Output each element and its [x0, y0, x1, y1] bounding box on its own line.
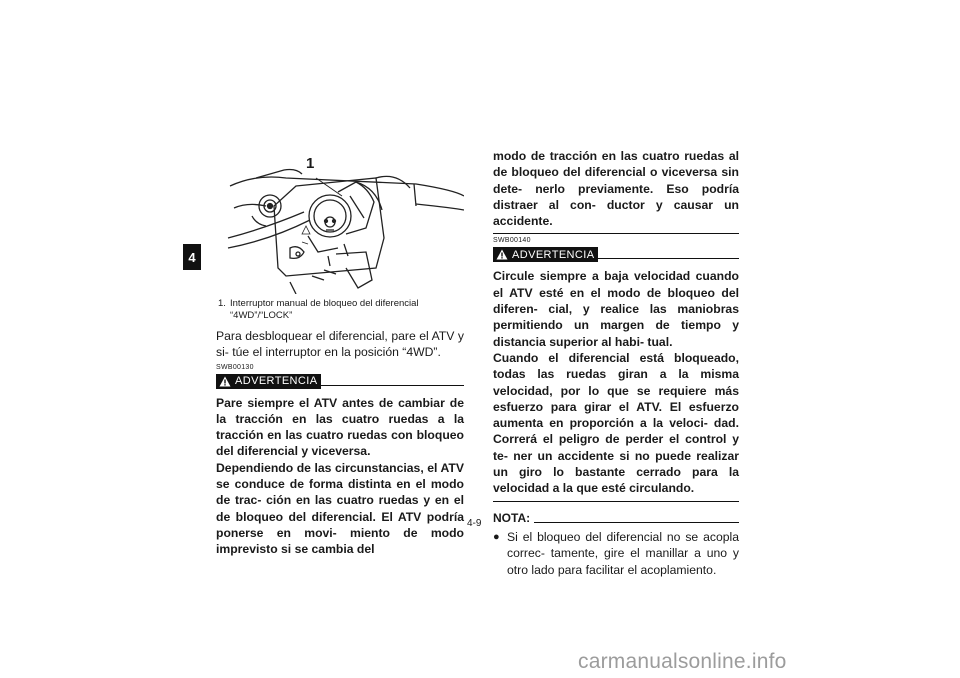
warning-triangle-icon [496, 249, 508, 260]
warning-badge [493, 247, 598, 262]
left-column [216, 328, 464, 558]
warning-paragraph: Dependiendo de las circunstancias, el ATV se conduce de forma distinta en el modo de trac- ción en las cuatro ruedas y en el de bloqueo del diferencial. El ATV podría ponerse en movi- miento de modo imprevisto si se cambia del [216, 460, 464, 557]
right-column [493, 148, 739, 578]
warning-rule [321, 377, 464, 386]
warning-paragraph: Pare siempre el ATV antes de cambiar de la tracción en las cuatro ruedas a la tracción en las cuatro ruedas con bloqueo del diferencial y viceversa. [216, 395, 464, 459]
bullet-icon: ● [493, 530, 500, 543]
warning-paragraph: Cuando el diferencial está bloqueado, todas las ruedas giran a la misma velocidad, por lo que se requiere más esfuerzo para girar el ATV. El esfuerzo aumenta en proporción a la veloci- dad. Correrá el peligro de perder el control y te- ner un accidente si no puede realizar un giro lo bastante cerrado para la velocidad a la que esté circulando. [493, 350, 739, 496]
warning-header [493, 246, 739, 263]
warning-rule [598, 250, 739, 259]
figure-callout-number: 1 [306, 155, 315, 172]
warning-header [216, 373, 464, 390]
watermark: carmanualsonline.info [578, 650, 787, 673]
warning-triangle-icon [219, 376, 231, 387]
warning-badge [216, 374, 321, 389]
warning-paragraph: Circule siempre a baja velocidad cuando el ATV esté en el modo de bloqueo del diferen- cial, y realice las maniobras permitiendo un margen de tiempo y distancia superior al habi- tual. [493, 269, 739, 349]
note-header [493, 510, 739, 526]
page-number: 4-9 [467, 518, 482, 529]
warning-end-rule [493, 501, 739, 502]
note-label: NOTA: [493, 510, 531, 525]
note-text: Si el bloqueo del diferencial no se acopla correc- tamente, gire el manillar a uno y otro lado para facilitar el acoplamiento. [507, 529, 739, 577]
note-item [493, 529, 739, 578]
differential-switch-illustration [226, 148, 464, 294]
warning-code: SWB00140 [493, 237, 531, 245]
warning-label: ADVERTENCIA [512, 248, 595, 261]
warning-code: SWB00130 [216, 363, 254, 371]
caption-number: 1. [218, 298, 226, 309]
chapter-tab: 4 [183, 244, 201, 270]
warning-continuation: modo de tracción en las cuatro ruedas al de bloqueo del diferencial o viceversa sin dete- nerlo previamente. Eso podría distraer al con- ductor y causar un accidente. [493, 149, 739, 229]
warning-label: ADVERTENCIA [235, 374, 318, 387]
warning-end-rule [493, 233, 739, 234]
figure-caption [218, 298, 468, 322]
unlock-instruction: Para desbloquear el diferencial, pare el ATV y si- túe el interruptor en la posición “4WD”. [216, 329, 464, 360]
note-rule [534, 522, 739, 523]
caption-text: Interruptor manual de bloqueo del diferencial “4WD”/“LOCK” [230, 298, 419, 321]
